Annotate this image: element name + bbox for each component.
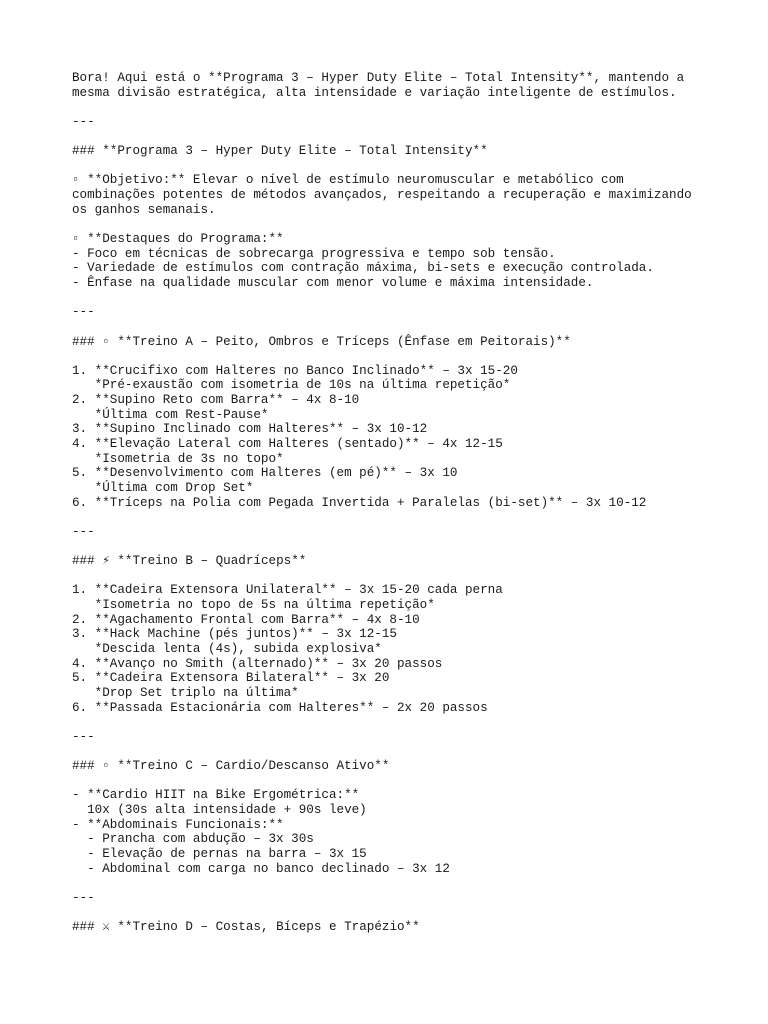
exercise-item: 1. **Cadeira Extensora Unilateral** – 3x 15-20 cada perna: [72, 583, 503, 598]
highlight-item: - Foco em técnicas de sobrecarga progressiva e tempo sob tensão.: [72, 246, 556, 261]
workout-c-heading: ### ▫ **Treino C – Cardio/Descanso Ativo**: [72, 759, 390, 774]
blank-line: [72, 569, 712, 584]
blank-line: [72, 744, 712, 759]
blank-line: [72, 217, 712, 232]
exercise-note: *Última com Drop Set*: [72, 480, 254, 495]
text-line: Bora! Aqui está o **Programa 3 – Hyper Duty Elite – Total Intensity**, mantendo a: [72, 71, 685, 85]
list-item: - **Abdominais Funcionais:**: [72, 817, 284, 832]
exercise-item: 2. **Agachamento Frontal com Barra** – 4x 8-10: [72, 612, 420, 627]
workout-b-heading: ### ⚡ **Treino B – Quadríceps**: [72, 554, 307, 569]
exercise-note: *Drop Set triplo na última*: [72, 685, 299, 700]
exercise-item: 1. **Crucifixo com Halteres no Banco Inclinado** – 3x 15-20: [72, 363, 518, 378]
workout-d-heading: ### ⚔ **Treino D – Costas, Bíceps e Trapézio**: [72, 920, 420, 935]
separator-line: ---: [72, 305, 95, 320]
objective-line: combinações potentes de métodos avançados, respeitando a recuperação e maximizando: [72, 188, 692, 203]
separator-line: ---: [72, 524, 95, 539]
separator-line: ---: [72, 890, 95, 905]
highlights-heading: ▫ **Destaques do Programa:**: [72, 232, 284, 247]
blank-line: [72, 130, 712, 145]
blank-line: [72, 540, 712, 555]
exercise-note: *Última com Rest-Pause*: [72, 407, 269, 422]
list-item-detail: 10x (30s alta intensidade + 90s leve): [72, 803, 367, 818]
exercise-item: 6. **Passada Estacionária com Halteres** – 2x 20 passos: [72, 700, 488, 715]
workout-a-heading: ### ▫ **Treino A – Peito, Ombros e Tríceps (Ênfase em Peitorais)**: [72, 334, 571, 349]
exercise-item: 4. **Avanço no Smith (alternado)** – 3x 20 passos: [72, 656, 443, 671]
document-body: [72, 71, 712, 935]
list-item: - **Cardio HIIT na Bike Ergométrica:**: [72, 788, 360, 803]
separator-line: ---: [72, 114, 95, 129]
exercise-note: *Descida lenta (4s), subida explosiva*: [72, 641, 382, 656]
highlight-item: - Variedade de estímulos com contração máxima, bi-sets e execução controlada.: [72, 261, 654, 276]
exercise-note: *Pré-exaustão com isometria de 10s na última repetição*: [72, 378, 511, 393]
objective-line: os ganhos semanais.: [72, 202, 216, 217]
objective-line: ▫ **Objetivo:** Elevar o nível de estímulo neuromuscular e metabólico com: [72, 173, 624, 188]
blank-line: [72, 100, 712, 115]
exercise-item: 3. **Supino Inclinado com Halteres** – 3x 10-12: [72, 422, 428, 437]
blank-line: [72, 159, 712, 174]
separator-line: ---: [72, 729, 95, 744]
text-line: mesma divisão estratégica, alta intensidade e variação inteligente de estímulos.: [72, 85, 677, 100]
sub-list-item: - Abdominal com carga no banco declinado – 3x 12: [72, 861, 450, 876]
exercise-item: 3. **Hack Machine (pés juntos)** – 3x 12-15: [72, 627, 397, 642]
exercise-note: *Isometria no topo de 5s na última repetição*: [72, 598, 435, 613]
exercise-item: 5. **Cadeira Extensora Bilateral** – 3x 20: [72, 671, 390, 686]
blank-line: [72, 876, 712, 891]
blank-line: [72, 774, 712, 789]
exercise-item: 5. **Desenvolvimento com Halteres (em pé)** – 3x 10: [72, 466, 458, 481]
program-heading: ### **Programa 3 – Hyper Duty Elite – Total Intensity**: [72, 144, 488, 159]
blank-line: [72, 715, 712, 730]
blank-line: [72, 510, 712, 525]
exercise-item: 6. **Tríceps na Polia com Pegada Invertida + Paralelas (bi-set)** – 3x 10-12: [72, 495, 647, 510]
sub-list-item: - Elevação de pernas na barra – 3x 15: [72, 846, 367, 861]
blank-line: [72, 320, 712, 335]
blank-line: [72, 349, 712, 364]
exercise-item: 4. **Elevação Lateral com Halteres (sentado)** – 4x 12-15: [72, 437, 503, 452]
highlight-item: - Ênfase na qualidade muscular com menor volume e máxima intensidade.: [72, 275, 594, 290]
blank-line: [72, 291, 712, 306]
exercise-note: *Isometria de 3s no topo*: [72, 451, 284, 466]
blank-line: [72, 906, 712, 921]
exercise-item: 2. **Supino Reto com Barra** – 4x 8-10: [72, 393, 360, 408]
sub-list-item: - Prancha com abdução – 3x 30s: [72, 832, 314, 847]
